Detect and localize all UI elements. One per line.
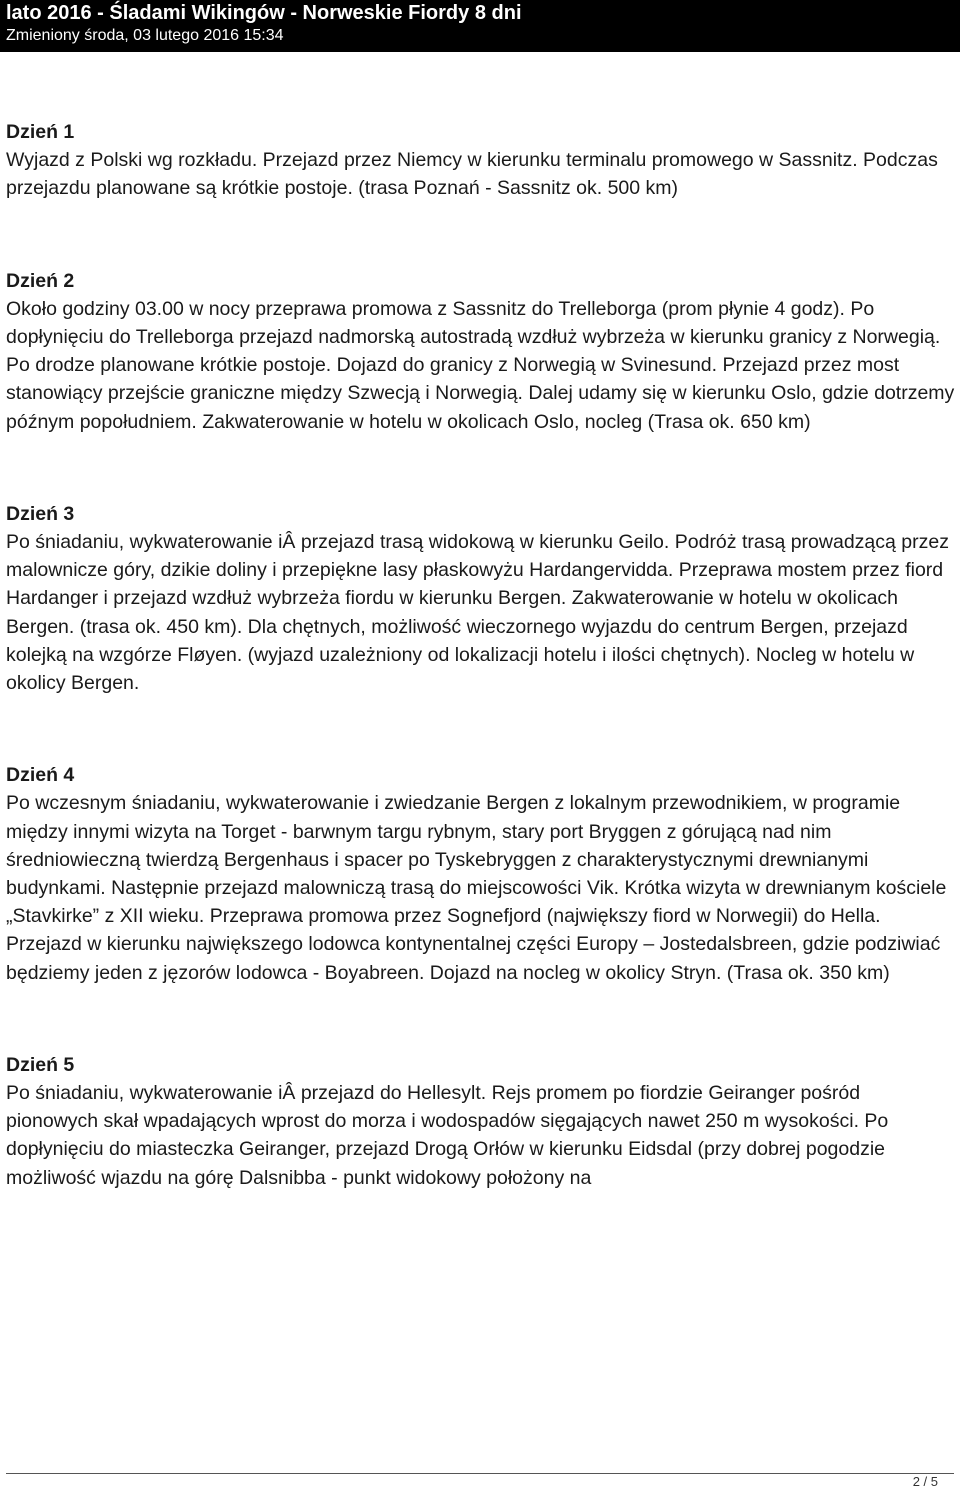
day-title: Dzień 3	[6, 502, 75, 525]
document-header	[0, 0, 960, 52]
modified-date: Zmieniony środa, 03 lutego 2016 15:34	[6, 27, 284, 44]
day-title: Dzień 2	[6, 269, 75, 292]
day-description: Po śniadaniu, wykwaterowanie iÂ przejazd do Hellesylt. Rejs promem po fiordzie Geiranger pośród pionowych skał wpadających wprost do morza i wodospadów sięgających nawet 250 m wysokości. Po dopłynięciu do miasteczka Geiranger, przejazd Drogą Orłów w kierunku Eidsdal (przy dobrej pogodzie możliwość wjazdu na górę Dalsnibba - punkt widokowy położony na	[6, 1082, 889, 1189]
day-section	[6, 267, 956, 436]
day-title: Dzień 1	[6, 121, 75, 143]
day-section	[6, 118, 956, 203]
itinerary-content	[6, 118, 956, 1192]
day-title: Dzień 4	[6, 764, 75, 787]
day-description: Wyjazd z Polski wg rozkładu. Przejazd przez Niemcy w kierunku terminalu promowego w Sassnitz. Podczas przejazdu planowane są krótkie postoje. (trasa Poznań - Sassnitz ok. 500 km)	[6, 149, 938, 200]
day-section	[6, 1051, 956, 1192]
day-section	[6, 500, 956, 697]
day-description: Po śniadaniu, wykwaterowanie iÂ przejazd trasą widokową w kierunku Geilo. Podróż trasą prowadzącą przez malownicze góry, dzikie doliny i przepiękne lasy płaskowyżu Hardangervidda. Przeprawa mostem przez fiord Hardanger i przejazd wzdłuż wybrzeża fiordu w kierunku Bergen. Zakwaterowanie w hotelu w okolicach Bergen. (trasa ok. 450 km). Dla chętnych, możliwość wieczornego wyjazdu do centrum Bergen, przejazd kolejką na wzgórze Fløyen. (wyjazd uzależniony od lokalizacji hotelu i ilości chętnych). Nocleg w hotelu w okolicy Bergen.	[6, 531, 949, 695]
day-title: Dzień 5	[6, 1053, 75, 1076]
day-description: Około godziny 03.00 w nocy przeprawa promowa z Sassnitz do Trelleborga (prom płynie 4 godz). Po dopłynięciu do Trelleborga przejazd nadmorską autostradą wzdłuż wybrzeża w kierunku granicy z Norwegią. Po drodze planowane krótkie postoje. Dojazd do granicy z Norwegią w Svinesund. Przejazd przez most stanowiący przejście graniczne między Szwecją i Norwegią. Dalej udamy się w kierunku Oslo, gdzie dotrzemy późnym popołudniem. Zakwaterowanie w hotelu w okolicach Oslo, nocleg (Trasa ok. 650 km)	[6, 297, 955, 433]
day-description: Po wczesnym śniadaniu, wykwaterowanie i zwiedzanie Bergen z lokalnym przewodnikiem, w programie między innymi wizyta na Torget - barwnym targu rybnym, stary port Bryggen z górującą nad nim średniowieczną twierdzą Bergenhaus i spacer po Tyskebryggen z charakterystycznymi drewnianymi budynkami. Następnie przejazd malowniczą trasą do miejscowości Vik. Krótka wizyta w drewnianym kościele „Stavkirke” z XII wieku. Przeprawa promowa przez Sognefjord (największy fiord w Norwegii) do Hella. Przejazd w kierunku największego lodowca kontynentalnej części Europy – Jostedalsbreen, gdzie podziwiać będziemy jeden z jęzorów lodowca - Boyabreen. Dojazd na nocleg w okolicy Stryn. (Trasa ok. 350 km)	[6, 792, 947, 984]
footer-divider	[6, 1473, 954, 1474]
document-title: lato 2016 - Śladami Wikingów - Norweskie Fiordy 8 dni	[6, 2, 522, 24]
page-number: 2 / 5	[912, 1474, 938, 1489]
day-section	[6, 761, 956, 987]
